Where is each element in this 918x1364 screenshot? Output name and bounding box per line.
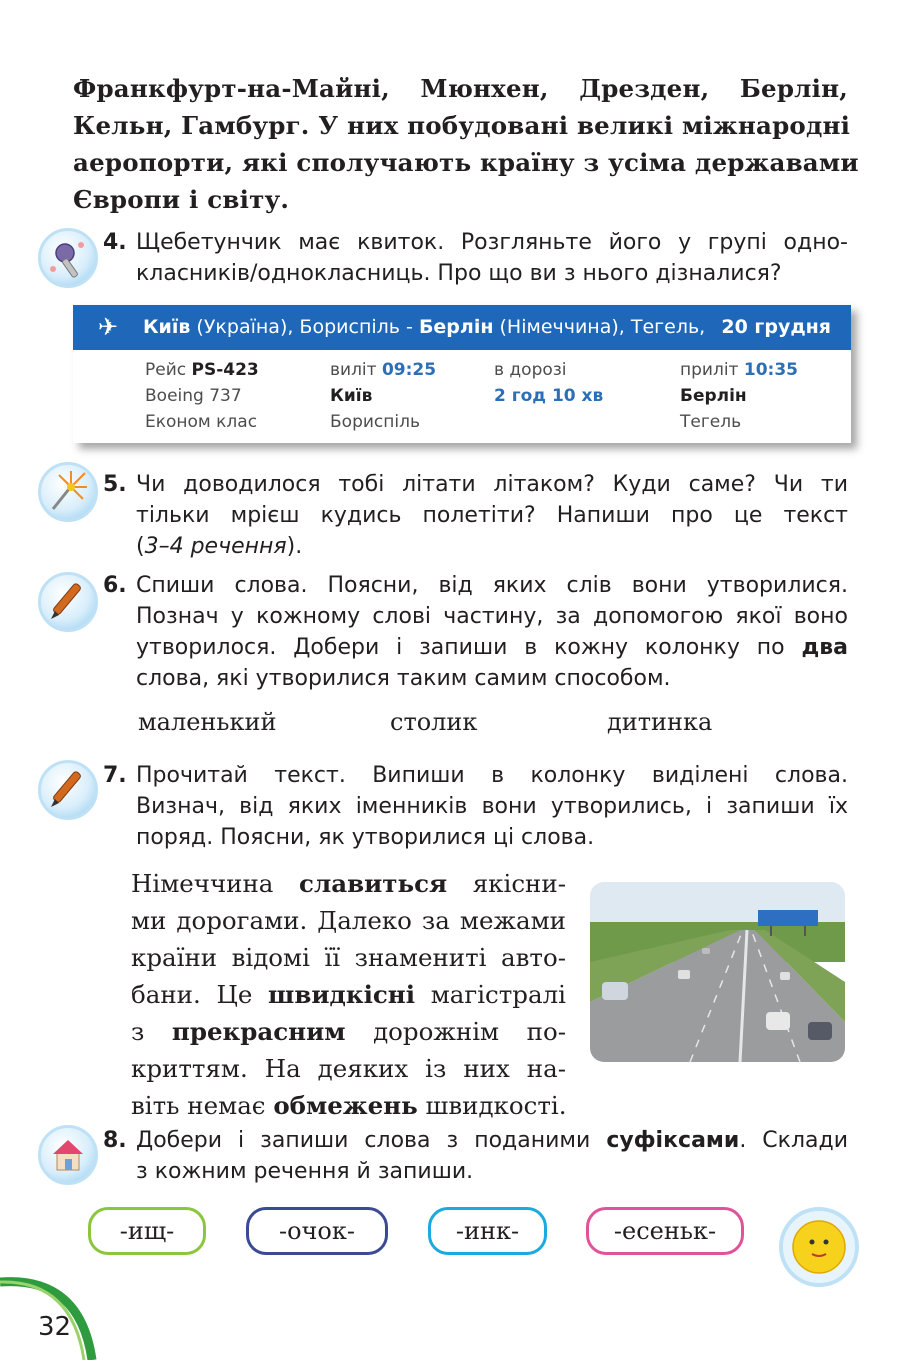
- sparkler-icon: [38, 462, 98, 522]
- aircraft: Boeing 737: [145, 386, 242, 406]
- intro-line: Франкфурт-на-Майні, Мюнхен, Дрезден, Берлін,: [73, 74, 848, 103]
- task-number: 6.: [103, 573, 127, 598]
- task-6: [103, 570, 848, 694]
- departure-airport: Бориспіль: [330, 412, 420, 432]
- sentence-count: 3–4 речення: [144, 534, 287, 559]
- task-7-line: Прочитай текст. Випиши в колонку виділені слова.: [136, 763, 848, 788]
- intro-line: Європи і світу.: [73, 185, 290, 214]
- highlighted-word: обмежень: [273, 1091, 418, 1120]
- suffix-box: -инк-: [428, 1207, 547, 1255]
- task-number: 4.: [103, 230, 127, 255]
- flight-label: Рейс: [145, 360, 192, 380]
- task-4-line: Щебетунчик має квиток. Розгляньте його у групі одно-: [136, 230, 848, 255]
- house-icon: [38, 1125, 98, 1185]
- duration-label: в дорозі: [494, 360, 567, 380]
- duration: 2 год 10 хв: [494, 386, 604, 406]
- task-8-line: з кожним речення й запиши.: [136, 1159, 474, 1184]
- task-number: 7.: [103, 763, 127, 788]
- departure-time: 09:25: [381, 360, 437, 380]
- pen-icon: [38, 572, 98, 632]
- from-detail: (Україна), Бориспіль -: [190, 316, 419, 338]
- task-7-line: поряд. Поясни, як утворилися ці слова.: [136, 825, 595, 850]
- task-5-line: Чи доводилося тобі літати літаком? Куди саме? Чи ти: [136, 472, 848, 497]
- reading-line: [131, 976, 566, 1013]
- arrival-label: приліт: [680, 360, 744, 380]
- reading-line: [131, 1013, 566, 1050]
- task-6-line: [136, 632, 848, 663]
- smiley-icon: [778, 1206, 860, 1288]
- task-8-text: Добери і запиши слова з поданими: [136, 1128, 607, 1153]
- task-4-line: класників/однокласниць. Про що ви з нього дізналися?: [136, 261, 782, 286]
- airplane-icon: ✈: [98, 313, 119, 341]
- suffix-box: -ищ-: [88, 1207, 206, 1255]
- highlighted-word: славиться: [299, 869, 448, 898]
- text-part: віть немає: [131, 1091, 274, 1120]
- microphone-icon: [38, 228, 98, 288]
- task-6-line: Спиши слова. Поясни, від яких слів вони утворилися.: [136, 573, 848, 598]
- ticket-flight-col: [145, 357, 259, 435]
- task-number: 8.: [103, 1128, 127, 1153]
- highway-photo: [590, 882, 845, 1062]
- task-6-text: утворилося. Добери і запиши в кожну колонку по: [136, 635, 802, 660]
- task-8: [103, 1125, 848, 1187]
- task-6-bold: два: [801, 635, 848, 660]
- task-number: 5.: [103, 472, 127, 497]
- task-5-line: тільки мрієш кудись полетіти? Напиши про це текст: [136, 503, 848, 528]
- task-6-line: Познач у кожному слові частину, за допомогою якої воно: [136, 604, 848, 629]
- suffix-box: -очок-: [246, 1207, 388, 1255]
- task-7-line: Визнач, від яких іменників вони утворились, і запиши їх: [136, 794, 848, 819]
- flight-ticket: [73, 305, 851, 443]
- task-5: [103, 469, 848, 562]
- ticket-duration-col: [494, 357, 603, 409]
- ticket-route: [143, 305, 705, 350]
- reading-text: [131, 865, 566, 1124]
- departure-label: виліт: [330, 360, 382, 380]
- text-part: магістралі: [415, 980, 566, 1009]
- ticket-date: 20 грудня: [721, 316, 831, 338]
- ticket-departure-col: [330, 357, 436, 435]
- to-detail: (Німеччина), Тегель,: [493, 316, 706, 338]
- text-part: швидкості.: [417, 1091, 567, 1120]
- suffix-box: -есеньк-: [586, 1207, 744, 1255]
- to-city: Берлін: [418, 316, 494, 338]
- text-part: дорожнім по-: [345, 1017, 566, 1046]
- highlighted-word: швидкісні: [268, 980, 416, 1009]
- intro-line: аеропорти, які сполучають країну з усіма державами: [73, 148, 859, 177]
- arrival-city: Берлін: [680, 386, 747, 406]
- page-number: 32: [38, 1312, 72, 1342]
- from-city: Київ: [143, 316, 191, 338]
- text-part: Німеччина: [131, 869, 300, 898]
- task-5-line: [136, 531, 848, 562]
- arrival-airport: Тегель: [680, 412, 742, 432]
- ticket-arrival-col: [680, 357, 798, 435]
- arrival-time: 10:35: [743, 360, 798, 380]
- task-6-line: слова, які утворилися таким самим способом.: [136, 666, 671, 691]
- text-part: бани. Це: [131, 980, 269, 1009]
- reading-line: ми дорогами. Далеко за межами: [131, 906, 566, 935]
- intro-paragraph: [73, 70, 859, 218]
- task-4: [103, 227, 848, 289]
- intro-line: Кельн, Гамбург. У них побудовані великі міжнародні: [73, 111, 851, 140]
- text-part: з: [131, 1017, 172, 1046]
- ticket-class: Економ клас: [145, 412, 258, 432]
- pen-icon: [38, 760, 98, 820]
- reading-line: [131, 865, 566, 902]
- task-7: [103, 760, 848, 853]
- highlighted-word: прекрасним: [171, 1017, 346, 1046]
- word: дитинка: [607, 708, 713, 736]
- flight-number: PS-423: [191, 360, 259, 380]
- reading-line: криттям. На деяких із них на-: [131, 1054, 566, 1083]
- word: маленький: [138, 708, 277, 736]
- departure-city: Київ: [330, 386, 373, 406]
- task-8-text: . Склади: [739, 1128, 849, 1153]
- paren-open: (: [136, 534, 145, 559]
- reading-line: [131, 1087, 566, 1124]
- ticket-header: [73, 305, 851, 350]
- task-8-bold: суфіксами: [606, 1128, 740, 1153]
- paren-close: ).: [286, 534, 303, 559]
- reading-line: країни відомі її знамениті авто-: [131, 943, 566, 972]
- task-8-line: [136, 1125, 848, 1156]
- word: столик: [390, 708, 478, 736]
- text-part: якісни-: [447, 869, 566, 898]
